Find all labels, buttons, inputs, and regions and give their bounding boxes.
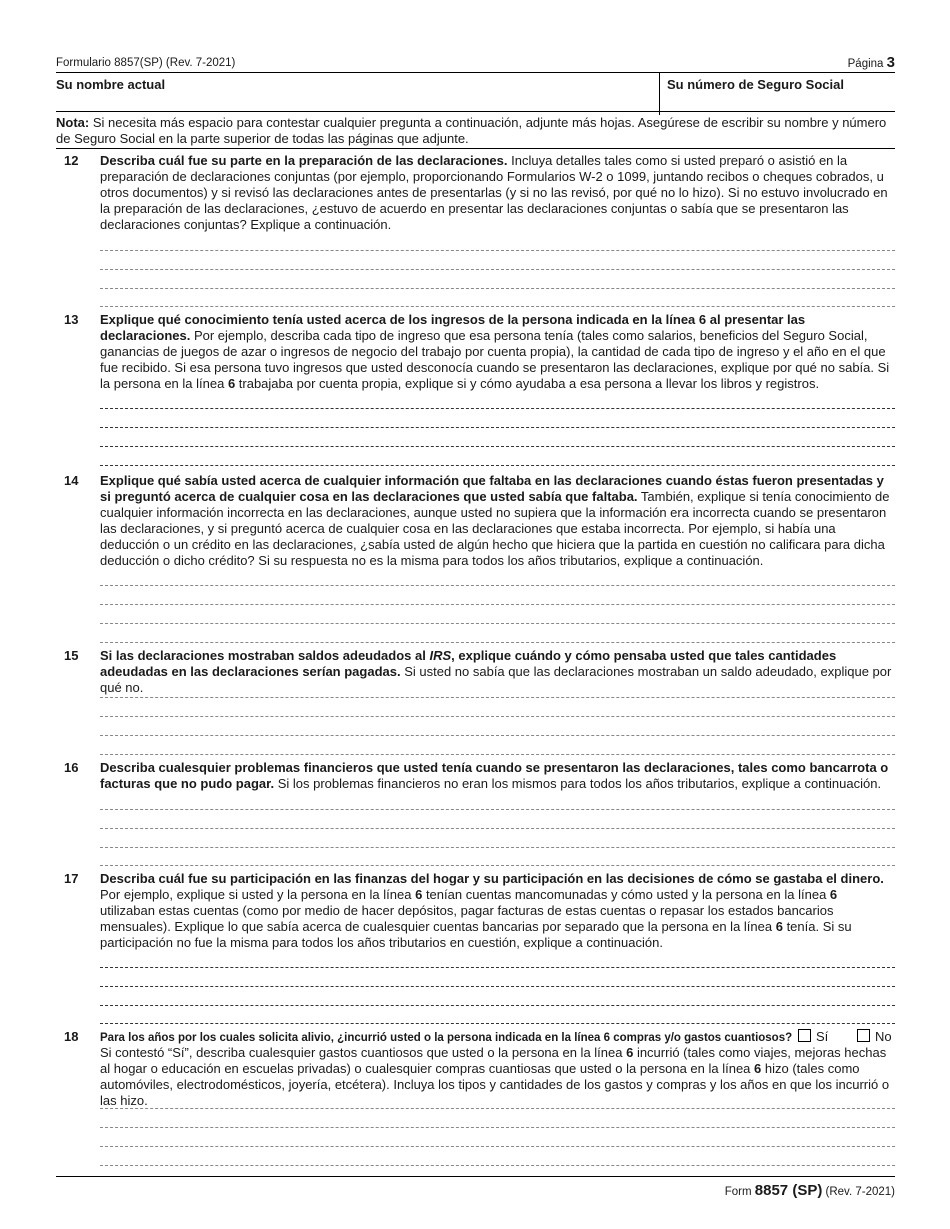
- answer-line[interactable]: [100, 697, 895, 698]
- page-footer: [56, 1176, 895, 1199]
- question-text: Describa cualesquier problemas financieros que usted tenía cuando se presentaron las declaraciones, tales como bancarrota o facturas que no pudo pagar. Si los problemas financieros no eran los mismos para todos los años tributarios, explique a continuación.: [100, 760, 889, 791]
- answer-line[interactable]: [100, 642, 895, 643]
- question-text: Explique qué sabía usted acerca de cualquier información que faltaba en las declaraciones cuando éstas fueron presentadas y si preguntó acerca de cualquier cosa en las declaraciones que usted sabía que faltaba. También, explique si tenía conocimiento de cualquier información incorrecta en las declaraciones, aunque usted no supiera que la información era incorrecta cuando se presentaron las declaraciones, y si preguntó acerca de cualquier cosa en las declaraciones que estaba incorrecta. Por ejemplo, si había una deducción o un crédito en las declaraciones, ¿sabía usted de algún hecho que hiciera que la partida en cuestión no calificara para dicha deducción o dicho crédito? Si su respuesta no es la misma para todos los años tributarios, explique a continuación.: [100, 473, 890, 568]
- question-number: 17: [64, 871, 79, 886]
- answer-line[interactable]: [100, 1108, 895, 1109]
- answer-line[interactable]: [100, 288, 895, 289]
- answer-line[interactable]: [100, 604, 895, 605]
- form-footer-id: Form 8857 (SP) (Rev. 7-2021): [724, 1182, 895, 1199]
- yes-checkbox[interactable]: [798, 1029, 811, 1042]
- note: Nota: Si necesita más espacio para contestar cualquier pregunta a continuación, adjunte más hojas. Asegúrese de escribir su nombre y número de Seguro Social en la parte superior de todas las páginas que adjunte.: [56, 115, 887, 146]
- answer-line[interactable]: [100, 754, 895, 755]
- question-text: [100, 1029, 895, 1109]
- yes-option[interactable]: Sí: [798, 1029, 828, 1045]
- answer-line[interactable]: [100, 585, 895, 586]
- answer-line[interactable]: [100, 408, 895, 409]
- answer-line[interactable]: [100, 1127, 895, 1128]
- answer-line[interactable]: [100, 1005, 895, 1006]
- question-number: 12: [64, 153, 79, 168]
- name-ssn-row: [56, 73, 895, 111]
- answer-line[interactable]: [100, 623, 895, 624]
- no-checkbox[interactable]: [857, 1029, 870, 1042]
- note-rule: [56, 148, 895, 149]
- answer-line[interactable]: [100, 446, 895, 447]
- answer-line[interactable]: [100, 735, 895, 736]
- current-name-field[interactable]: Su nombre actual: [56, 77, 166, 92]
- ssn-field[interactable]: Su número de Seguro Social: [659, 73, 844, 115]
- answer-line[interactable]: [100, 1165, 895, 1166]
- question-number: 14: [64, 473, 79, 488]
- answer-line[interactable]: [100, 828, 895, 829]
- form-id: Formulario 8857(SP) (Rev. 7-2021): [56, 57, 236, 69]
- answer-line[interactable]: [100, 986, 895, 987]
- answer-line[interactable]: [100, 809, 895, 810]
- answer-line[interactable]: [100, 306, 895, 307]
- answer-line[interactable]: [100, 465, 895, 466]
- answer-line[interactable]: [100, 1146, 895, 1147]
- answer-line[interactable]: [100, 716, 895, 717]
- answer-line[interactable]: [100, 250, 895, 251]
- answer-line[interactable]: [100, 427, 895, 428]
- answer-line[interactable]: [100, 269, 895, 270]
- question-number: 15: [64, 648, 79, 663]
- yes-no-row: [100, 1029, 895, 1045]
- no-option[interactable]: No: [857, 1029, 892, 1045]
- question-text: Describa cuál fue su participación en las finanzas del hogar y su participación en las decisiones de cómo se gastaba el dinero. Por ejemplo, explique si usted y la persona en la línea 6 tenían cuentas mancomunadas y cómo usted y la persona en la línea 6 utilizaban estas cuentas (como por medio de hacer depósitos, pagar facturas de estas cuentas o repasar los estados bancarios mensuales). Explique lo que sabía acerca de cualesquier cuentas bancarias por separado que la persona en la línea 6 tenía. Si su participación no fue la misma para todos los años tributarios en cuestión, explique a continuación.: [100, 871, 884, 950]
- question-text: Describa cuál fue su parte en la preparación de las declaraciones. Incluya detalles tales como si usted preparó o asistió en la preparación de declaraciones conjuntas (por ejemplo, proporcionando Formularios W-2 o 1099, juntando recibos o cheques cobrados, u otros documentos) y si revisó las declaraciones antes de presentarlas (y si no las revisó, por qué no lo hizo). Si no estuvo involucrado en la preparación de las declaraciones, ¿estuvo de acuerdo en presentar las declaraciones conjuntas o sabía que se presentaron las declaraciones conjuntas? Explique a continuación.: [100, 153, 888, 232]
- answer-line[interactable]: [100, 1023, 895, 1024]
- answer-line[interactable]: [100, 865, 895, 866]
- page-indicator: Página 3: [847, 54, 895, 71]
- question-number: 18: [64, 1029, 79, 1044]
- question-number: 16: [64, 760, 79, 775]
- question-number: 13: [64, 312, 79, 327]
- question-instructions: Si contestó “Sí”, describa cualesquier gastos cuantiosos que usted o la persona en la línea 6 incurrió (tales como viajes, mejoras hechas al hogar o educación en escuelas privadas) o cualesquier compras cuantiosas que usted o la persona en la línea 6 hizo (tales como automóviles, electrodomésticos, joyería, etcétera). Incluya los tipos y cantidades de los gastos y compras y los años en que los incurrió o las hizo.: [100, 1045, 890, 1108]
- large-expenses-question: Para los años por los cuales solicita alivio, ¿incurrió usted o la persona indicada en la línea 6 compras y/o gastos cuantiosos?: [100, 1032, 793, 1044]
- question-text: Explique qué conocimiento tenía usted acerca de los ingresos de la persona indicada en la línea 6 al presentar las declaraciones. Por ejemplo, describa cada tipo de ingreso que esa persona tenía (tales como salarios, beneficios del Seguro Social, ganancias de juegos de azar o ingresos de negocio del trabajo por cuenta propia), la cantidad de cada tipo de ingreso y el año en el que fue recibido. Si esa persona tuvo ingresos que usted desconocía cuando se presentaron las declaraciones, explique por qué no sabía. Si la persona en la línea 6 trabajaba por cuenta propia, explique si y cómo ayudaba a esa persona a llevar los libros y registros.: [100, 312, 890, 391]
- question-text: Si las declaraciones mostraban saldos adeudados al IRS, explique cuándo y cómo pensaba usted que tales cantidades adeudadas en las declaraciones serían pagadas. Si usted no sabía que las declaraciones mostraban un saldo adeudado, explique por qué no.: [100, 648, 892, 695]
- answer-line[interactable]: [100, 967, 895, 968]
- name-row-rule: [56, 111, 895, 112]
- answer-line[interactable]: [100, 847, 895, 848]
- page-number: 3: [886, 54, 895, 71]
